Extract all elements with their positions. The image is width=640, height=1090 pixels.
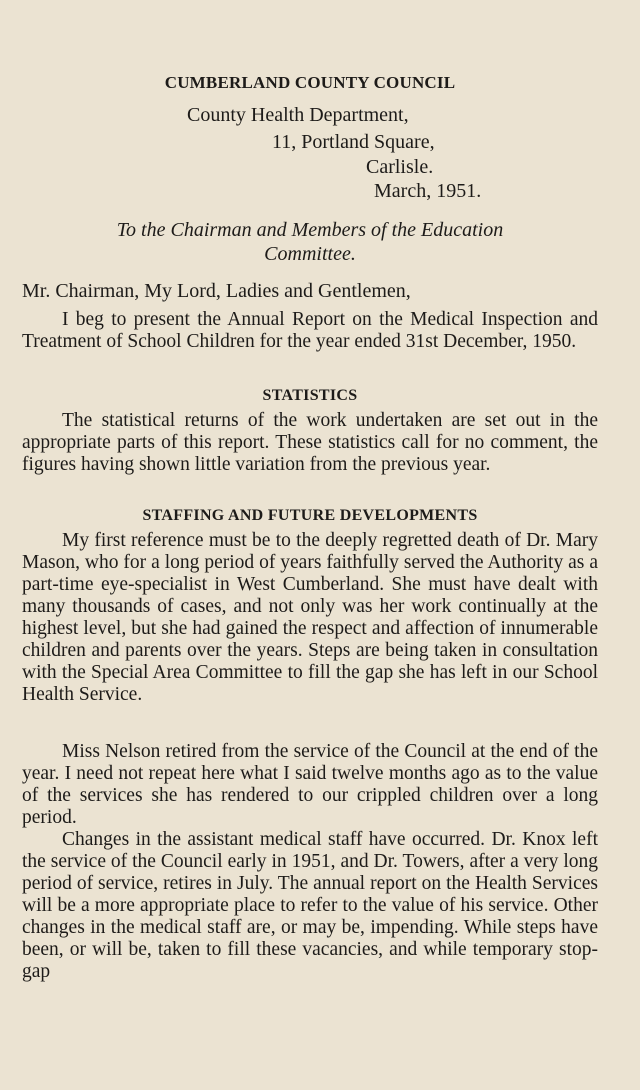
- addressee-line-2: Committee.: [264, 243, 356, 265]
- addressee: [22, 218, 598, 266]
- staffing-paragraph-2: Miss Nelson retired from the service of the Council at the end of the year. I need not repeat here what I said twelve months ago as to the value of the services she has rendered to our crippled children over a long period.: [22, 741, 598, 828]
- statistics-paragraph: The statistical returns of the work undertaken are set out in the appropriate parts of this report. These statistics call for no comment, the figures having shown little variation from the previous year.: [22, 410, 598, 475]
- staffing-heading: STAFFING AND FUTURE DEVELOPMENTS: [142, 507, 478, 524]
- address-city: Carlisle.: [366, 156, 434, 178]
- staffing-paragraph-3: Changes in the assistant medical staff have occurred. Dr. Knox left the service of the Council early in 1951, and Dr. Towers, after a very long period of service, retires in July. The annual report on the Health Services will be a more appropriate place to refer to the value of his service. Other changes in the medical staff are, or may be, impending. While steps have been, or will be, taken to fill these vacancies, and while temporary stop-gap: [22, 829, 598, 982]
- address-street: 11, Portland Square,: [272, 131, 435, 153]
- address-department: County Health Department,: [187, 104, 409, 126]
- statistics-heading: STATISTICS: [262, 387, 358, 404]
- intro-paragraph: I beg to present the Annual Report on the Medical Inspection and Treatment of School Children for the year ended 31st December, 1950.: [22, 309, 598, 352]
- document-page: [22, 0, 598, 1090]
- council-heading: CUMBERLAND COUNTY COUNCIL: [164, 73, 456, 92]
- salutation: Mr. Chairman, My Lord, Ladies and Gentlemen,: [22, 280, 411, 302]
- staffing-paragraph-1: My first reference must be to the deeply regretted death of Dr. Mary Mason, who for a long period of years faithfully served the Authority as a part-time eye-specialist in West Cumberland. She must have dealt with many thousands of cases, and not only was her work continually at the highest level, but she had gained the respect and affection of innumerable children and parents over the years. Steps are being taken in consultation with the Special Area Committee to fill the gap she has left in our School Health Service.: [22, 530, 598, 705]
- letter-date: March, 1951.: [374, 180, 482, 202]
- addressee-line-1: To the Chairman and Members of the Education: [116, 219, 504, 241]
